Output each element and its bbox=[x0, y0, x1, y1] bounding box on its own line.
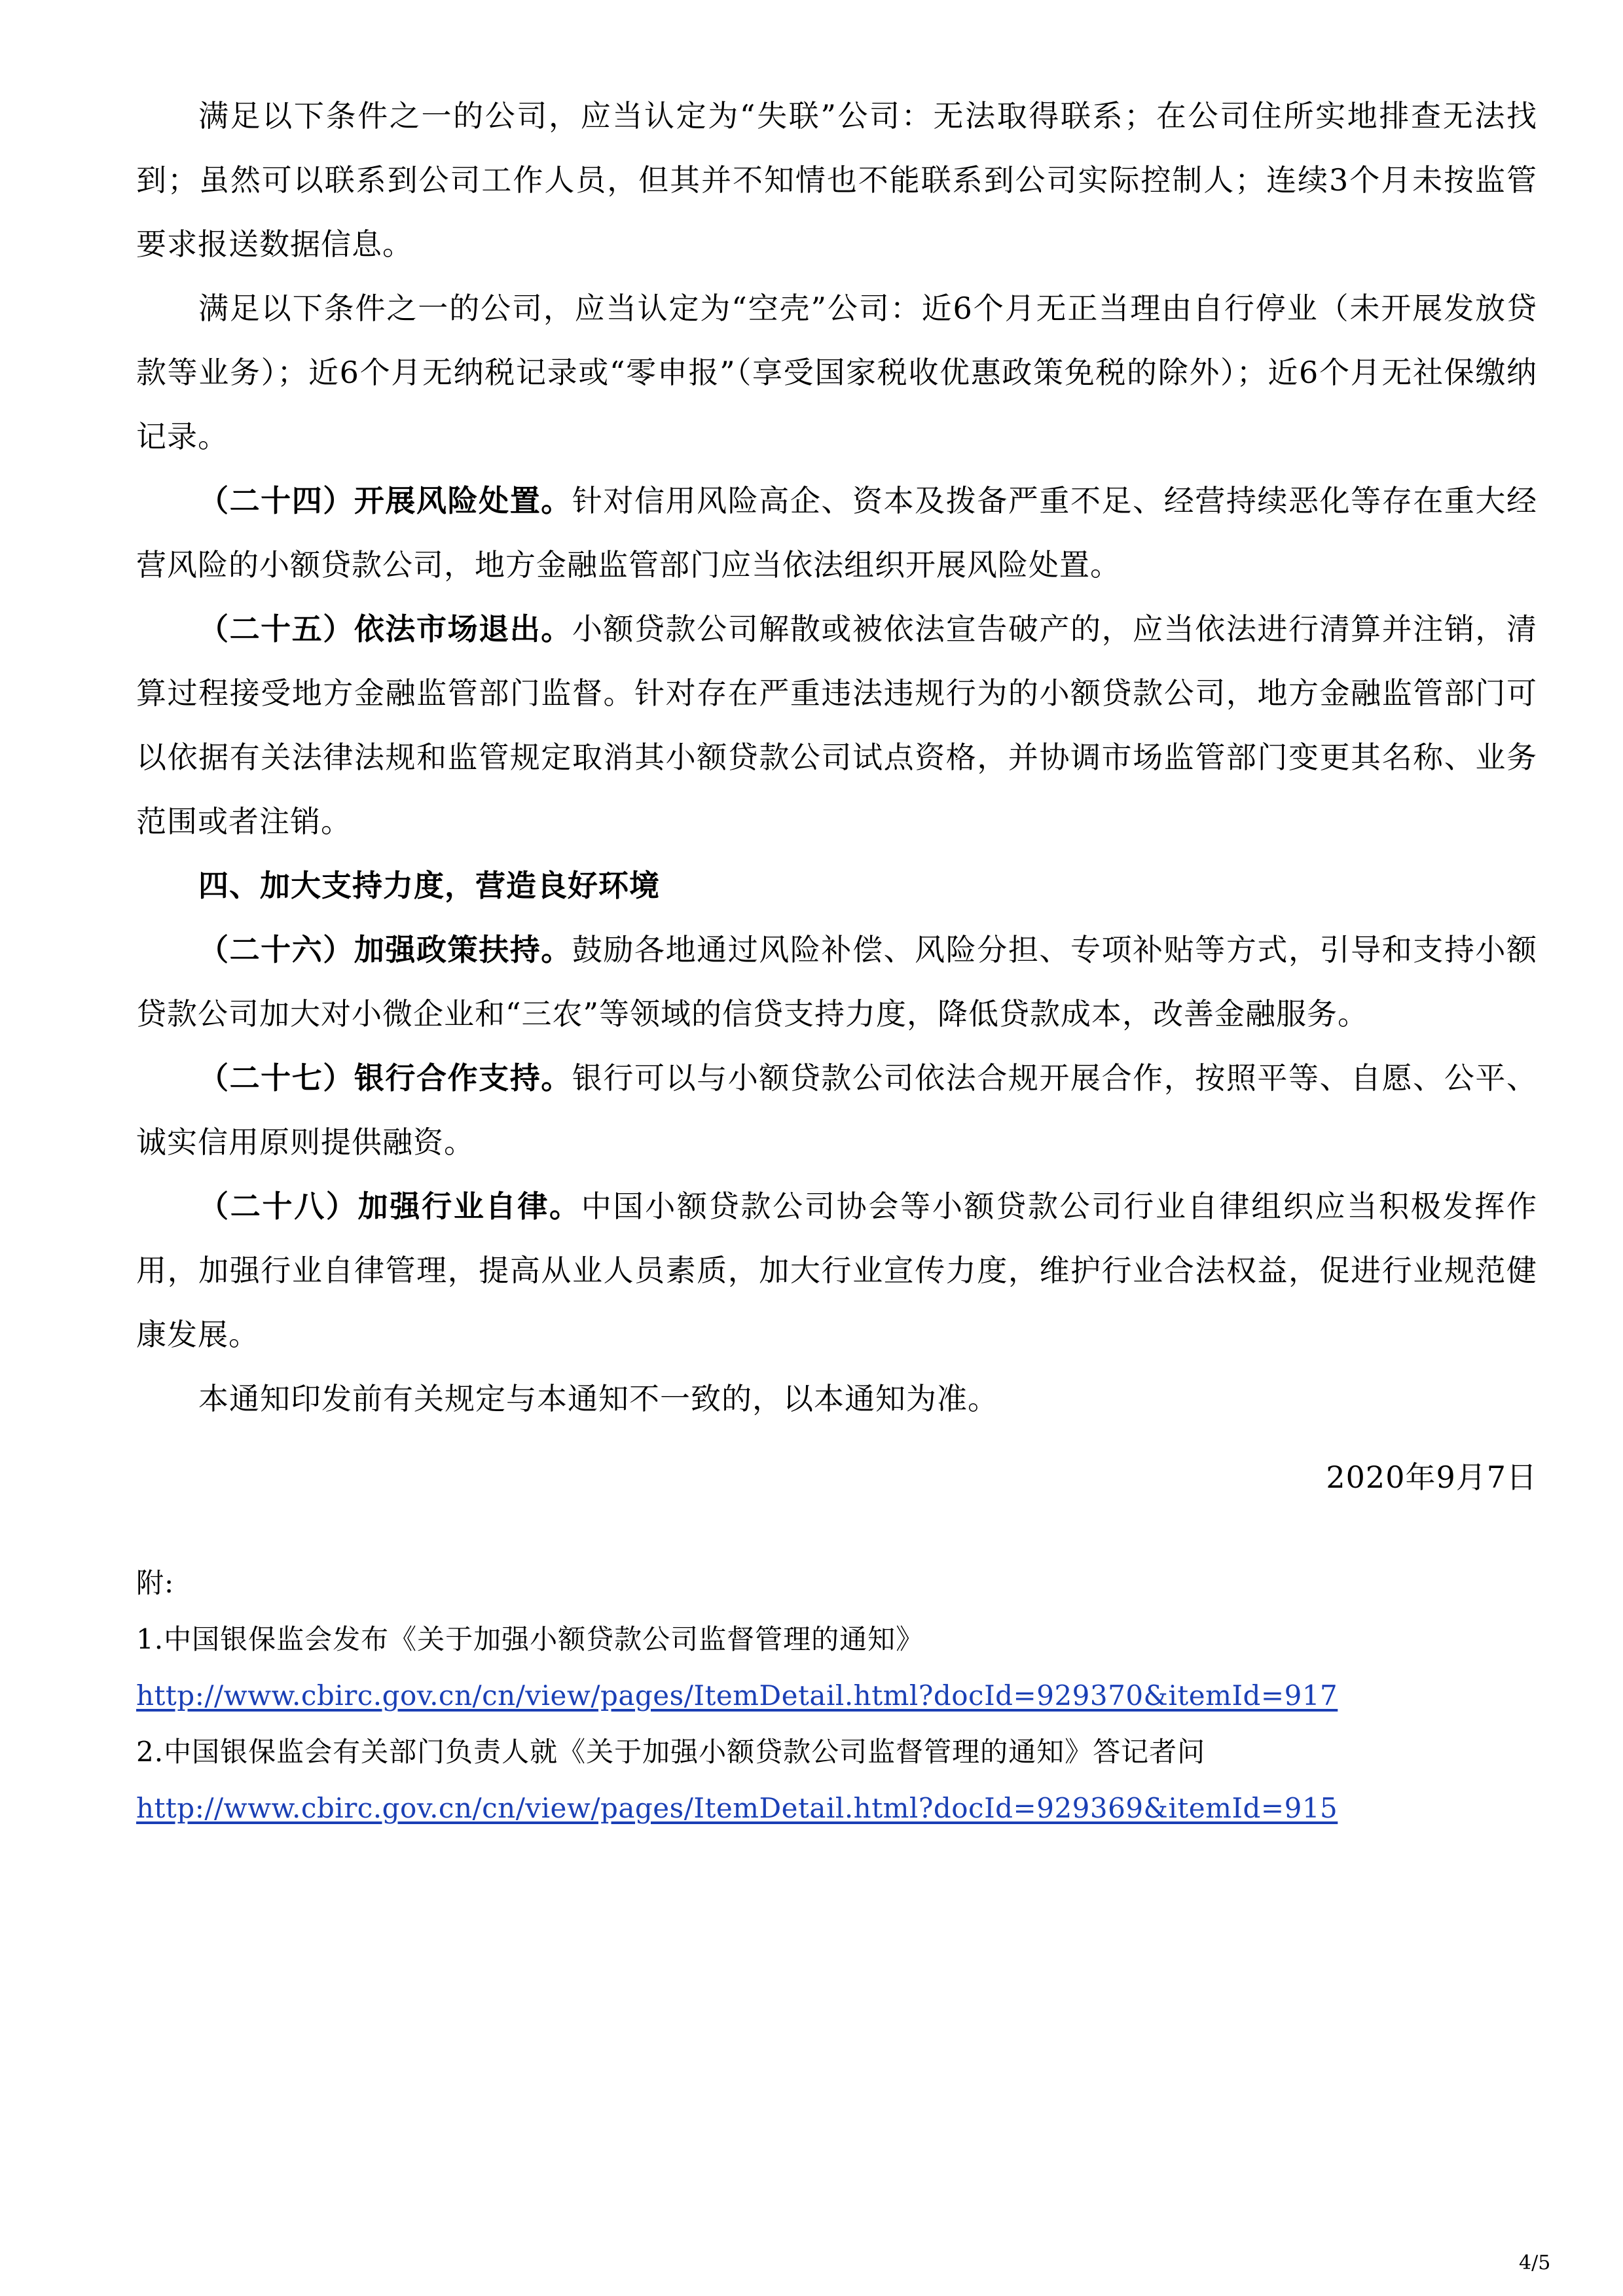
attachment-title: 2.中国银保监会有关部门负责人就《关于加强小额贷款公司监督管理的通知》答记者问 bbox=[136, 1736, 1206, 1768]
section-heading: 四、加大支持力度，营造良好环境 bbox=[198, 868, 660, 903]
paragraph-policy-support bbox=[136, 918, 1537, 1046]
document-date: 2020年9月7日 bbox=[1326, 1460, 1537, 1495]
paragraph-text: 中国小额贷款公司协会等小额贷款公司行业自律组织应当积极发挥作用，加强行业自律管理，提高从业人员素质，加大行业宣传力度，维护行业合法权益，促进行业规范健康发展。 bbox=[136, 1189, 1538, 1352]
attachments-section bbox=[136, 1555, 1537, 1837]
paragraph-text: 针对信用风险高企、资本及拨备严重不足、经营持续恶化等存在重大经营风险的小额贷款公司，地方金融监管部门应当依法组织开展风险处置。 bbox=[136, 483, 1538, 583]
paragraph-risk-disposal bbox=[136, 469, 1537, 597]
attachment-link[interactable]: http://www.cbirc.gov.cn/cn/view/pages/ItemDetail.html?docId=929370&itemId=917 bbox=[136, 1679, 1338, 1712]
paragraph-lead: （二十七）银行合作支持。 bbox=[198, 1060, 572, 1096]
paragraph-industry-self-discipline bbox=[136, 1174, 1537, 1367]
paragraph-shell-companies bbox=[136, 276, 1537, 469]
paragraph-lead: （二十四）开展风险处置。 bbox=[198, 483, 572, 518]
paragraph-lead: （二十八）加强行业自律。 bbox=[198, 1189, 581, 1224]
attachments-heading: 附: bbox=[136, 1567, 175, 1599]
paragraph-lead: （二十六）加强政策扶持。 bbox=[198, 932, 572, 967]
paragraph-text: 满足以下条件之一的公司，应当认定为“失联”公司：无法取得联系；在公司住所实地排查无法找到；虽然可以联系到公司工作人员，但其并不知情也不能联系到公司实际控制人；连续3个月未按监管要求报送数据信息。 bbox=[136, 98, 1537, 262]
paragraph-text: 满足以下条件之一的公司，应当认定为“空壳”公司：近6个月无正当理由自行停业（未开展发放贷款等业务）；近6个月无纳税记录或“零申报”（享受国家税收优惠政策免税的除外）；近6个月无社保缴纳记录。 bbox=[136, 291, 1537, 454]
paragraph-bank-cooperation bbox=[136, 1046, 1537, 1174]
attachment-link[interactable]: http://www.cbirc.gov.cn/cn/view/pages/ItemDetail.html?docId=929369&itemId=915 bbox=[136, 1792, 1338, 1824]
paragraph-lost-contact-companies bbox=[136, 84, 1537, 276]
paragraph-text: 小额贷款公司解散或被依法宣告破产的，应当依法进行清算并注销，清算过程接受地方金融监管部门监督。针对存在严重违法违规行为的小额贷款公司，地方金融监管部门可以依据有关法律法规和监管规定取消其小额贷款公司试点资格，并协调市场监管部门变更其名称、业务范围或者注销。 bbox=[136, 611, 1538, 839]
paragraph-text: 银行可以与小额贷款公司依法合规开展合作，按照平等、自愿、公平、诚实信用原则提供融资。 bbox=[136, 1060, 1538, 1160]
document-body bbox=[136, 84, 1537, 1837]
attachment-title: 1.中国银保监会发布《关于加强小额贷款公司监督管理的通知》 bbox=[136, 1623, 924, 1655]
paragraph-closing-statement bbox=[136, 1367, 1537, 1431]
page-number: 4/5 bbox=[1519, 2251, 1551, 2274]
paragraph-text: 鼓励各地通过风险补偿、风险分担、专项补贴等方式，引导和支持小额贷款公司加大对小微企业和“三农”等领域的信贷支持力度，降低贷款成本，改善金融服务。 bbox=[136, 932, 1538, 1031]
paragraph-market-exit bbox=[136, 597, 1537, 853]
paragraph-text: 本通知印发前有关规定与本通知不一致的，以本通知为准。 bbox=[198, 1381, 998, 1416]
paragraph-lead: （二十五）依法市场退出。 bbox=[198, 611, 572, 647]
